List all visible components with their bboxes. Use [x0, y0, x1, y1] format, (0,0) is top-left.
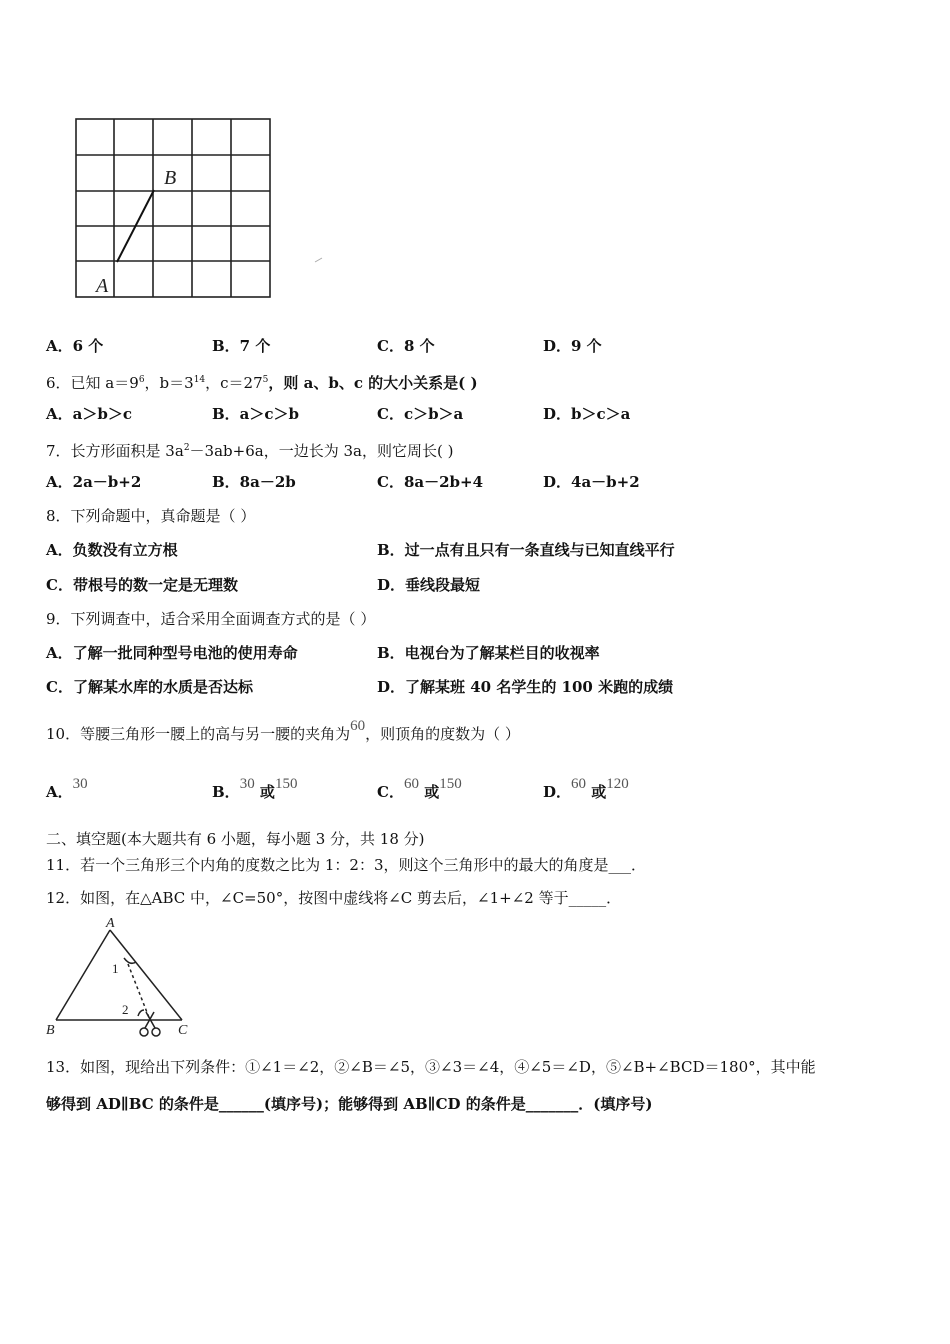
- grid-figure: [70, 112, 330, 307]
- q10-angle: 60: [350, 718, 366, 734]
- q5-option-c[interactable]: C．8 个: [377, 337, 435, 355]
- label-angle-1: 1: [112, 961, 119, 976]
- q10-stem: 10．等腰三角形一腰上的高与另一腰的夹角为60，则顶角的度数为（ ）: [46, 718, 520, 743]
- section-2-heading: 二、填空题(本大题共有 6 小题，每小题 3 分，共 18 分): [46, 830, 425, 848]
- q8-option-a[interactable]: A．负数没有立方根: [46, 541, 178, 559]
- q7-option-b[interactable]: B．8a－2b: [212, 473, 296, 491]
- q13-line-1: 13．如图，现给出下列条件：①∠1＝∠2，②∠B＝∠5，③∠3＝∠4，④∠5＝∠D，⑤∠B+∠BCD＝180°，其中能: [46, 1058, 816, 1076]
- label-a: A: [106, 916, 115, 931]
- q8-stem: 8．下列命题中，真命题是（ ）: [46, 507, 256, 525]
- q7-option-a[interactable]: A．2a－b+2: [46, 473, 142, 491]
- q10-option-b[interactable]: B．30 或150: [212, 776, 298, 801]
- q9-stem: 9．下列调查中，适合采用全面调查方式的是（ ）: [46, 610, 376, 628]
- q6-option-c[interactable]: C．c＞b＞a: [377, 405, 464, 423]
- q10-option-a[interactable]: A．30: [46, 776, 88, 801]
- label-b: B: [164, 167, 177, 189]
- label-c: C: [178, 1023, 188, 1038]
- label-b: B: [46, 1023, 55, 1038]
- q13-line-2: 够得到 AD∥BC 的条件是______(填序号)；能够得到 AB∥CD 的条件是_______．(填序号): [46, 1095, 653, 1113]
- q7-option-c[interactable]: C．8a－2b+4: [377, 473, 484, 491]
- scissors-icon: [140, 1012, 160, 1036]
- q12-stem: 12．如图，在△ABC 中，∠C=50°，按图中虚线将∠C 剪去后，∠1+∠2 等于_____．: [46, 889, 622, 907]
- q6-option-a[interactable]: A．a＞b＞c: [46, 405, 132, 423]
- q9-option-a[interactable]: A．了解一批同种型号电池的使用寿命: [46, 644, 298, 662]
- q5-option-a[interactable]: A．6 个: [46, 337, 104, 355]
- label-a: A: [96, 275, 109, 297]
- q7-stem: 7．长方形面积是 $3a^2-3ab+6a$，一边长为 3a，则它周长( ): [46, 442, 454, 460]
- q9-option-c[interactable]: C．了解某水库的水质是否达标: [46, 678, 253, 696]
- q6-stem: 6．已知 $a=9^6$，$b=3^{14}$，$c=27^5$，则 a、b、c 的大小关系是( ): [46, 374, 478, 392]
- q6-option-b[interactable]: B．a＞c＞b: [212, 405, 300, 423]
- triangle-figure: [44, 916, 194, 1040]
- label-angle-2: 2: [122, 1002, 129, 1017]
- q10-option-c[interactable]: C．60 或150: [377, 776, 462, 801]
- q7-option-d[interactable]: D．4a－b+2: [543, 473, 640, 491]
- q8-option-d[interactable]: D．垂线段最短: [377, 576, 481, 594]
- q5-option-b[interactable]: B．7 个: [212, 337, 271, 355]
- q8-option-b[interactable]: B．过一点有且只有一条直线与已知直线平行: [377, 541, 675, 559]
- q11-stem: 11．若一个三角形三个内角的度数之比为 1：2：3，则这个三角形中的最大的角度是___．: [46, 856, 646, 874]
- q10-option-d[interactable]: D．60 或120: [543, 776, 629, 801]
- q9-option-b[interactable]: B．电视台为了解某栏目的收视率: [377, 644, 600, 662]
- q8-option-c[interactable]: C．带根号的数一定是无理数: [46, 576, 238, 594]
- q9-option-d[interactable]: D．了解某班 40 名学生的 100 米跑的成绩: [377, 678, 674, 696]
- q6-option-d[interactable]: D．b＞c＞a: [543, 405, 631, 423]
- q5-option-d[interactable]: D．9 个: [543, 337, 602, 355]
